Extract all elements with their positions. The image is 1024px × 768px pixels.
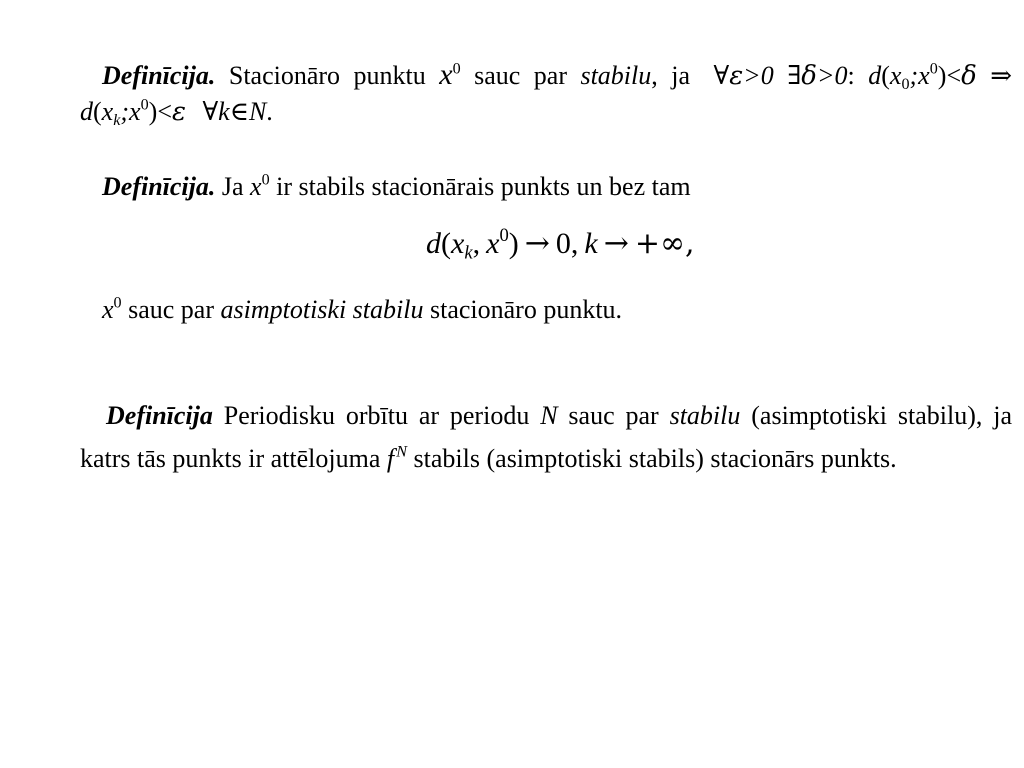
definition-heading: Definīcija [106,401,213,430]
limit-equation: $d(x_k$, $x^0) \to 0$, k → +∞, [426,224,695,264]
definition-periodic-orbit: Definīcija Periodisku orbītu ar periodu N sauc par stabilu (asimptotiski stabilu), ja katrs tās punkts ir attēlojuma f $^N$ stabils (asimptotiski stabils) stacionārs punkts. [80,401,1013,473]
term-asimptotiski-stabilu: asimptotiski stabilu [220,295,424,324]
definition-stable-point: Definīcija. Stacionāro punktu $x^0$ sauc par stabilu, ja ∀ε>0 ∃δ>0: $d(x_0;x^0)<\delta$ ⇒ $d(x_k;x^0)<\varepsilon$ ∀k∈N. [80,58,1013,129]
definition-heading: Definīcija. [102,61,216,90]
term-stabilu: stabilu [669,401,741,430]
definition-asymptotic-intro: Definīcija. Ja $x^0$ ir stabils stacionārais punkts un bez tam [102,171,691,201]
definition-heading: Definīcija. [102,172,216,201]
term-stabilu: stabilu [580,61,652,90]
definition-asymptotic-conclusion: $x^0$ sauc par asimptotiski stabilu stacionāro punktu. [102,294,623,324]
